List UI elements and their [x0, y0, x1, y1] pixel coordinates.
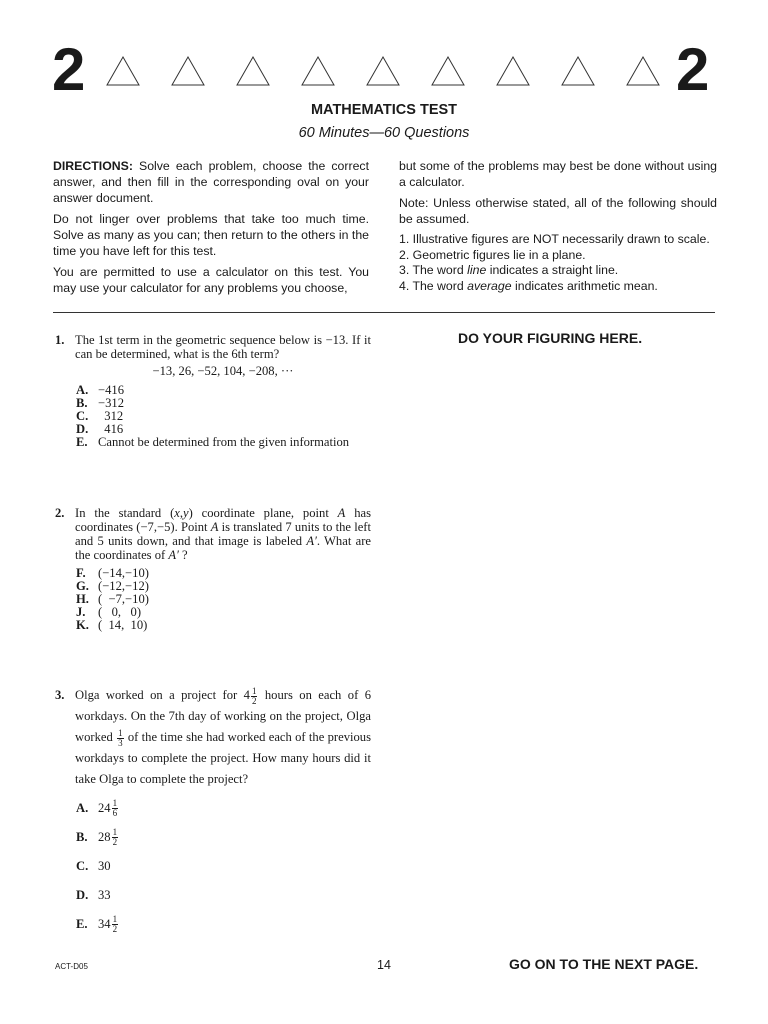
test-title: MATHEMATICS TEST — [310, 102, 458, 118]
answer-option-d[interactable]: D. 33 — [76, 888, 111, 902]
assumptions-list — [399, 232, 717, 294]
answer-option-b[interactable]: B. −312 — [76, 396, 124, 410]
triangle-icon — [106, 56, 140, 86]
triangle-icon — [171, 56, 205, 86]
answer-options — [55, 794, 371, 939]
answer-option-d[interactable]: D. 416 — [76, 422, 124, 436]
question-1-stem: 1. The 1st term in the geometric sequence below is −13. If it can be determined, what is the 6th term? — [55, 333, 371, 361]
question-2-stem: 2. In the standard (x,y) coordinate plane, point A has coordinates (−7,−5). Point A is translated 7 units to the left and 5 units down, and that image is labeled A′. What are the coordinates of A′ ? — [55, 506, 372, 562]
triangle-icon — [496, 56, 530, 86]
directions-paragraph-3: You are permitted to use a calculator on this test. You may use your calculator for any problems you choose, — [53, 265, 369, 295]
answer-option-a[interactable]: A. −416 — [76, 383, 124, 397]
answer-option-e[interactable]: E. Cannot be determined from the given information — [76, 435, 350, 449]
answer-option-a[interactable]: A. 24 $\frac{1}{6}$ — [76, 798, 118, 818]
answer-options — [55, 567, 371, 632]
figuring-label: DO YOUR FIGURING HERE. — [458, 330, 643, 346]
triangle-icon — [301, 56, 335, 86]
section-number-left: 2 — [52, 36, 86, 103]
directions-note: Note: Unless otherwise stated, all of the following should be assumed. — [399, 196, 717, 226]
fraction-one-half: $\frac{1}{2}$ — [251, 685, 257, 706]
directions-label: DIRECTIONS: — [53, 159, 133, 173]
assumption-item: 1. Illustrative figures are NOT necessarily drawn to scale. — [399, 232, 710, 246]
form-code: ACT-D05 — [55, 962, 88, 971]
question-3-stem: 3. Olga worked on a project for 4 $\frac{1}{2}$ hours on each of 6 workdays. On the 7th day of working on the project, Olga worked $\frac{1}{3}$ of the time she had worked each of the previous workdays to complete the project. How many hours did it take Olga to complete the project? — [55, 685, 371, 786]
question-3 — [55, 685, 371, 939]
answer-option-c[interactable]: C. 30 — [76, 859, 111, 873]
question-1 — [55, 333, 371, 449]
answer-option-h[interactable]: H. ( −7,−10) — [76, 592, 149, 606]
answer-option-k[interactable]: K. ( 14, 10) — [76, 618, 148, 632]
test-subtitle: 60 Minutes—60 Questions — [298, 125, 470, 141]
section-divider — [53, 312, 715, 313]
assumption-item: 3. The word line indicates a straight line. — [399, 263, 619, 277]
assumption-item: 4. The word average indicates arithmetic mean. — [399, 278, 658, 293]
page-number: 14 — [377, 958, 391, 972]
fraction-one-third: $\frac{1}{3}$ — [118, 727, 123, 748]
section-number-right: 2 — [676, 36, 710, 103]
answer-option-c[interactable]: C. 312 — [76, 409, 124, 423]
next-page-prompt: GO ON TO THE NEXT PAGE. — [509, 956, 699, 972]
question-number: 1. — [55, 333, 65, 347]
directions-left-column — [53, 158, 369, 301]
triangle-icon — [431, 56, 465, 86]
directions-paragraph-2: Do not linger over problems that take too much time. Solve as many as you can; then return to the others in the time you have left for this test. — [53, 212, 369, 258]
directions-paragraph-1: DIRECTIONS: Solve each problem, choose the correct answer, and then fill in the corresponding oval on your answer document. — [53, 159, 369, 205]
triangle-icon — [561, 56, 595, 86]
geometric-sequence: −13, 26, −52, 104, −208, ··· — [152, 364, 294, 378]
answer-option-f[interactable]: F. (−14,−10) — [76, 566, 149, 580]
triangle-icon — [626, 56, 660, 86]
directions-right-column — [399, 158, 717, 294]
triangle-icon — [366, 56, 400, 86]
question-number: 2. — [55, 506, 65, 520]
answer-option-g[interactable]: G. (−12,−12) — [76, 579, 149, 593]
answer-option-b[interactable]: B. 28 $\frac{1}{2}$ — [76, 827, 118, 847]
answer-option-e[interactable]: E. 34 $\frac{1}{2}$ — [76, 914, 118, 934]
answer-options — [55, 384, 371, 449]
question-2 — [55, 506, 371, 632]
answer-option-j[interactable]: J. ( 0, 0) — [76, 605, 142, 619]
triangle-icon — [236, 56, 270, 86]
question-number: 3. — [55, 688, 65, 702]
directions-paragraph-4: but some of the problems may best be done without using a calculator. — [399, 159, 717, 189]
assumption-item: 2. Geometric figures lie in a plane. — [399, 247, 586, 262]
